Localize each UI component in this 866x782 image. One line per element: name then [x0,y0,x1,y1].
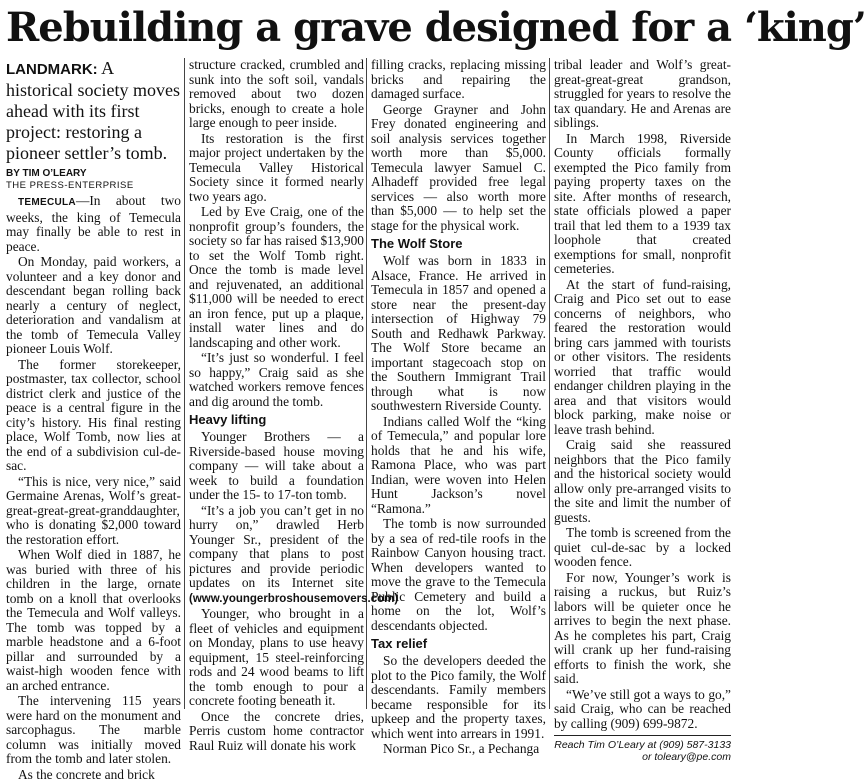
paragraph: The tomb is now surrounded by a sea of red-tile roofs in the Rainbow Canyon housing tract. When developers wanted to move the grave to the Temecula Public Cemetery and build a home on the lot, Wolf’s descendants objected. [371,517,546,633]
deck-label: LANDMARK: [6,61,98,78]
paragraph: The intervening 115 years were hard on the monument and sarcophagus. The marble column was initially moved from the tomb and later stolen. [6,694,181,767]
column-3 [371,58,546,711]
paragraph: Its restoration is the first major project undertaken by the Temecula Valley Historical Society since it formed nearly two years ago. [189,132,364,205]
paragraph: Craig said she reassured neighbors that the Pico family and the historical society would allow only pre-arranged visits to the site and limit the number of guests. [554,438,731,525]
paragraph: Younger Brothers — a Riverside-based house moving company — will take about a week to build a foundation under the 15- to 17-ton tomb. [189,430,364,503]
column-1 [6,58,181,711]
headline: Rebuilding a grave designed for a ‘king’ [6,2,730,54]
paragraph: tribal leader and Wolf’s great-great-great-great grandson, struggled for years to resolve the tax quandary. He and Arenas are siblings. [554,58,731,131]
paragraph: In March 1998, Riverside County officials formally exempted the Pico family from paying property taxes on the site. After months of research, state officials plowed a paper trail that led them to a 1939 tax loophole that created exemptions for small, nonprofit cemeteries. [554,132,731,277]
paragraph: “This is nice, very nice,” said Germaine Arenas, Wolf’s great-great-great-great-granddaughter, who is donating $2,000 toward the restoration effort. [6,475,181,548]
paragraph: For now, Younger’s work is raising a ruckus, but Ruiz’s labors will be quieter once he arrives to begin the next phase. As he completes his part, Craig will crank up her fund-raising efforts to finish the work, she said. [554,571,731,687]
paragraph: The former storekeeper, postmaster, tax collector, school district clerk and justice of the peace is a central figure in the city’s history. His final resting place, Wolf Tomb, now lies at the end of a subdivision cul-de-sac. [6,358,181,474]
paragraph: On Monday, paid workers, a volunteer and a key donor and descendant began rolling back nearly a century of neglect, deterioration and vandalism at the tomb of Temecula Valley pioneer Louis Wolf. [6,255,181,357]
column-2 [189,58,364,711]
paragraph: TEMECULA—In about two weeks, the king of Temecula may finally be able to rest in peace. [6,194,181,254]
paragraph: Led by Eve Craig, one of the nonprofit group’s founders, the society so far has raised $13,900 to set the Wolf Tomb right. Once the tomb is made level and rejuvenated, an additional $11,000 will be needed to erect an iron fence, put up a plaque, install water lines and do landscaping and other work. [189,205,364,350]
paragraph: As the concrete and brick [6,768,181,782]
paragraph: The tomb is screened from the quiet cul-de-sac by a locked wooden fence. [554,526,731,570]
paragraph: structure cracked, crumbled and sunk into the soft soil, vandals removed about two dozen bricks, enough to create a hole large enough to peer inside. [189,58,364,131]
paragraph: “It’s just so wonderful. I feel so happy,” Craig said as she watched workers remove fences and dig around the tomb. [189,351,364,409]
column-4 [554,58,731,711]
subhead-wolf-store: The Wolf Store [371,236,546,252]
dateline: TEMECULA [18,197,76,208]
author-contact: Reach Tim O’Leary at (909) 587-3133 or toleary@pe.com [554,735,731,763]
column-rule [549,58,550,709]
paragraph: filling cracks, replacing missing bricks and repairing the damaged surface. [371,58,546,102]
deck [6,58,181,164]
website-link[interactable]: (www.youngerbroshousemovers.com) [189,593,398,605]
paragraph: Once the concrete dries, Perris custom home contractor Raul Ruiz will donate his work [189,710,364,754]
byline: BY TIM O’LEARY [6,168,181,180]
subhead-tax-relief: Tax relief [371,636,546,652]
paragraph: Wolf was born in 1833 in Alsace, France. He arrived in Temecula in 1857 and opened a store near the present-day intersection of Highway 79 South and Redhawk Parkway. The Wolf Store became an important stagecoach stop on the Southern Immigrant Trail through what is now southwestern Riverside County. [371,254,546,414]
paragraph: At the start of fund-raising, Craig and Pico set out to ease concerns of neighbors, who feared the restoration would bring cars jammed with tourists or other visitors. The residents worried that traffic would endanger children playing in the area and that visitors would block parking, make noise or leave trash behind. [554,278,731,438]
deck-text: A historical society moves ahead with its first project: restoring a pioneer settler’s tomb. [6,58,180,163]
paragraph: “We’ve still got a ways to go,” said Craig, who can be reached by calling (909) 699-9872. [554,688,731,732]
column-rule [366,58,367,709]
outlet: THE PRESS-ENTERPRISE [6,180,181,192]
paragraph: Younger, who brought in a fleet of vehicles and equipment on Monday, plans to use heavy equipment, 15 steel-reinforcing rods and 24 wood beams to lift the tomb enough to pour a concrete footing beneath it. [189,607,364,709]
paragraph: When Wolf died in 1887, he was buried with three of his children in the large, ornate tomb on a knoll that overlooks the Temecula and Wolf valleys. The tomb was topped by a marble headstone and a 6-foot pillar and surrounded by a waist-high wooden fence with an arched entrance. [6,548,181,693]
paragraph: So the developers deeded the plot to the Pico family, the Wolf descendants. Family members became responsible for its upkeep and the property taxes, which went into arrears in 1991. [371,654,546,741]
paragraph: Indians called Wolf the “king of Temecula,” and popular lore holds that he and his wife, Ramona Place, who was part Indian, were woven into Helen Hunt Jackson’s novel “Ramona.” [371,415,546,517]
column-rule [184,58,185,709]
paragraph: “It’s a job you can’t get in no hurry on,” drawled Herb Younger Sr., president of the company that plans to post pictures and provide periodic updates on its Internet site (www.youngerbroshousemovers.com) [189,504,364,607]
paragraph: Norman Pico Sr., a Pechanga [371,742,546,757]
paragraph: George Grayner and John Frey donated engineering and soil analysis services together worth more than $5,000. Temecula lawyer Samuel C. Alhadeff provided free legal services — also worth more than $5,000 — to help set the stage for the physical work. [371,103,546,234]
subhead-heavy-lifting: Heavy lifting [189,412,364,428]
